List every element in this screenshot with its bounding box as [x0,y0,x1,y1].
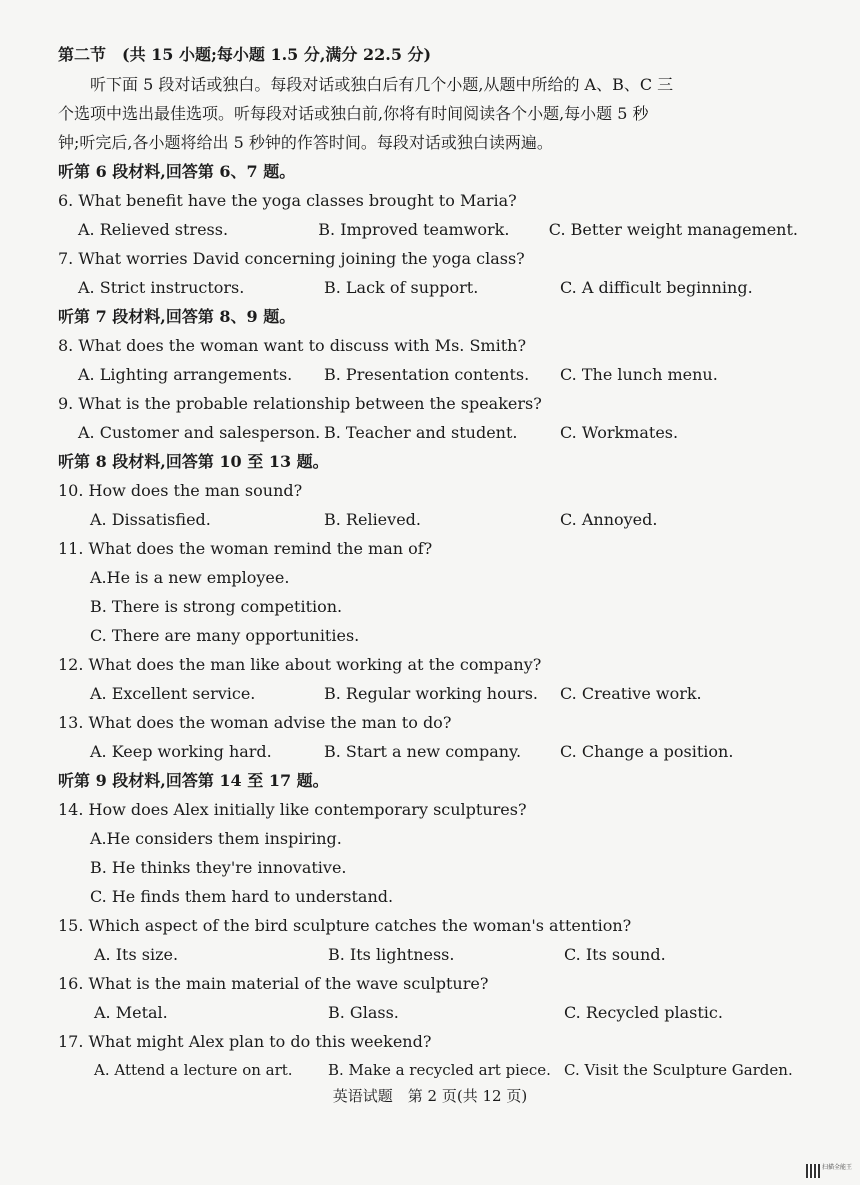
exam-page [58,40,798,1085]
question-options [58,679,798,708]
material-heading: 听第 8 段材料,回答第 10 至 13 题。 [58,452,329,471]
option-b: B. Its lightness. [328,945,455,964]
option-a: A. Relieved stress. [78,220,229,239]
option-a: A. Excellent service. [90,684,256,703]
option-c: C. Workmates. [560,423,679,442]
option-a: A. Dissatisfied. [90,510,211,529]
option-a: A.He considers them inspiring. [90,829,342,848]
option-b: B. Lack of support. [324,278,479,297]
option-c: C. Better weight management. [548,220,798,239]
question-stem: 11. What does the woman remind the man of? [58,539,433,558]
question-stem: 9. What is the probable relationship between the speakers? [58,394,542,413]
option-a: A. Customer and salesperson. [78,423,321,442]
question-stem: 12. What does the man like about working at the company? [58,655,542,674]
question-stem: 6. What benefit have the yoga classes brought to Maria? [58,191,517,210]
option-b: B. Improved teamwork. [318,220,510,239]
option-a: A. Strict instructors. [78,278,245,297]
question-stem: 16. What is the main material of the wave sculpture? [58,974,489,993]
option-a: A.He is a new employee. [90,568,290,587]
option-b: B. Glass. [328,1003,399,1022]
question-options [58,360,798,389]
material-heading: 听第 6 段材料,回答第 6、7 题。 [58,162,296,181]
question-stem: 15. Which aspect of the bird sculpture catches the woman's attention? [58,916,632,935]
question-options [58,998,798,1027]
question-options [58,273,798,302]
option-c: C. Creative work. [560,684,702,703]
option-b: B. There is strong competition. [90,597,343,616]
question-options [58,505,798,534]
option-c: C. Annoyed. [560,510,658,529]
page-footer: 英语试题 第 2 页(共 12 页) [332,1087,528,1105]
option-c: C. Its sound. [564,945,666,964]
option-a: A. Attend a lecture on art. [94,1061,293,1079]
option-c: C. He finds them hard to understand. [90,887,394,906]
option-b: B. Relieved. [324,510,421,529]
question-options [58,215,798,244]
option-a: A. Metal. [94,1003,168,1022]
option-c: C. Recycled plastic. [564,1003,723,1022]
question-options [58,940,798,969]
question-stem: 17. What might Alex plan to do this weekend? [58,1032,432,1051]
option-a: A. Keep working hard. [90,742,272,761]
option-a: A. Its size. [94,945,179,964]
instruction-line: 听下面 5 段对话或独白。每段对话或独白后有几个小题,从题中所给的 A、B、C 三 [90,75,674,94]
option-c: C. Change a position. [560,742,734,761]
option-b: B. Teacher and student. [324,423,518,442]
option-b: B. Make a recycled art piece. [328,1061,551,1079]
scanner-watermark: 扫描全能王 [822,1164,853,1171]
option-a: A. Lighting arrangements. [78,365,293,384]
section-title: 第二节 (共 15 小题;每小题 1.5 分,满分 22.5 分) [58,45,432,64]
option-b: B. Presentation contents. [324,365,530,384]
question-options [58,737,798,766]
material-heading: 听第 7 段材料,回答第 8、9 题。 [58,307,296,326]
question-stem: 7. What worries David concerning joining the yoga class? [58,249,525,268]
question-stem: 8. What does the woman want to discuss with Ms. Smith? [58,336,527,355]
instruction-line: 个选项中选出最佳选项。听每段对话或独白前,你将有时间阅读各个小题,每小题 5 秒 [58,104,649,123]
question-stem: 10. How does the man sound? [58,481,303,500]
option-b: B. Regular working hours. [324,684,538,703]
option-c: C. The lunch menu. [560,365,718,384]
option-b: B. Start a new company. [324,742,522,761]
option-c: C. Visit the Sculpture Garden. [564,1061,793,1079]
section-instructions [58,70,798,157]
option-c: C. There are many opportunities. [90,626,360,645]
question-options [58,418,798,447]
question-stem: 13. What does the woman advise the man to do? [58,713,452,732]
question-options [58,1056,798,1085]
qr-code-icon [806,1164,820,1178]
option-b: B. He thinks they're innovative. [90,858,347,877]
question-stem: 14. How does Alex initially like contemporary sculptures? [58,800,527,819]
instruction-line: 钟;听完后,各小题将给出 5 秒钟的作答时间。每段对话或独白读两遍。 [58,133,553,152]
option-c: C. A difficult beginning. [560,278,753,297]
material-heading: 听第 9 段材料,回答第 14 至 17 题。 [58,771,329,790]
